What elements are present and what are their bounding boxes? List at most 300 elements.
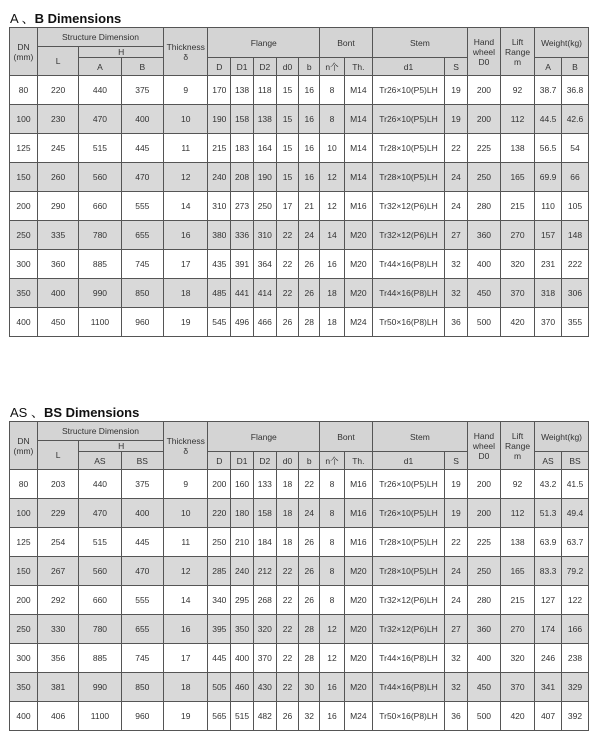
table-cell: M16 — [344, 470, 372, 499]
table-cell: 9 — [164, 76, 208, 105]
table-cell: 200 — [467, 105, 500, 134]
table-cell: Tr32×12(P6)LH — [372, 221, 444, 250]
table-cell: 200 — [467, 499, 500, 528]
table-cell: 22 — [276, 279, 299, 308]
table-cell: Tr32×12(P6)LH — [372, 586, 444, 615]
table-cell: 28 — [299, 615, 320, 644]
table-cell: M14 — [344, 163, 372, 192]
table-cell: 27 — [445, 221, 468, 250]
table-cell: 8 — [320, 499, 345, 528]
table-cell: 22 — [445, 528, 468, 557]
header-stem: Stem — [372, 422, 467, 452]
table-cell: 36 — [445, 702, 468, 731]
table-cell: 14 — [320, 221, 345, 250]
table-cell: 26 — [299, 557, 320, 586]
header-flange-b: b — [299, 452, 320, 470]
table-row — [10, 221, 589, 250]
table-cell: 375 — [121, 76, 163, 105]
section-title-as-bs — [10, 402, 139, 421]
table-cell: 12 — [320, 644, 345, 673]
table-cell: Tr44×16(P8)LH — [372, 279, 444, 308]
table-cell: 273 — [231, 192, 254, 221]
table-cell: 200 — [10, 586, 38, 615]
table-cell: 16 — [299, 163, 320, 192]
table-cell: 400 — [467, 250, 500, 279]
table-cell: 220 — [37, 76, 78, 105]
header-h: H — [79, 441, 164, 452]
table-cell: 12 — [320, 615, 345, 644]
table-cell: 26 — [299, 586, 320, 615]
table-cell: 138 — [253, 105, 276, 134]
table-cell: 392 — [561, 702, 588, 731]
table-cell: M16 — [344, 192, 372, 221]
header-bont: Bont — [320, 28, 373, 58]
table-cell: 441 — [231, 279, 254, 308]
table-cell: 15 — [276, 163, 299, 192]
table-cell: Tr26×10(P5)LH — [372, 470, 444, 499]
header-thickness: Thickness δ — [164, 422, 208, 470]
table-cell: 320 — [500, 644, 534, 673]
table-cell: 17 — [164, 250, 208, 279]
table-cell: 270 — [500, 615, 534, 644]
table-cell: 336 — [231, 221, 254, 250]
table-row — [10, 163, 589, 192]
table-cell: 231 — [535, 250, 562, 279]
table-cell: 26 — [276, 308, 299, 337]
table-cell: 165 — [500, 557, 534, 586]
table-cell: 100 — [10, 499, 38, 528]
table-cell: 250 — [467, 557, 500, 586]
table-cell: 138 — [500, 528, 534, 557]
table-cell: 69.9 — [535, 163, 562, 192]
table-cell: 300 — [10, 644, 38, 673]
header-weight: Weight(kg) — [535, 28, 589, 58]
table-cell: 300 — [10, 250, 38, 279]
header-h-as: AS — [79, 452, 121, 470]
table-cell: Tr44×16(P8)LH — [372, 644, 444, 673]
header-structure-dimension: Structure Dimension — [37, 422, 163, 441]
table-cell: 27 — [445, 615, 468, 644]
table-cell: 225 — [467, 528, 500, 557]
table-cell: 445 — [121, 528, 163, 557]
table-cell: 22 — [276, 673, 299, 702]
header-lift-range: Lift Range m — [500, 28, 534, 76]
table-cell: 381 — [37, 673, 78, 702]
table-cell: 215 — [500, 586, 534, 615]
table-cell: 30 — [299, 673, 320, 702]
table-cell: 222 — [561, 250, 588, 279]
table-cell: M20 — [344, 250, 372, 279]
table-cell: 355 — [561, 308, 588, 337]
header-flange-d: D — [208, 452, 231, 470]
table-cell: 310 — [208, 192, 231, 221]
table-cell: 19 — [445, 499, 468, 528]
table-cell: 990 — [79, 673, 121, 702]
table-cell: 350 — [231, 615, 254, 644]
dimension-table-as-bs — [9, 421, 589, 731]
table-cell: 225 — [467, 134, 500, 163]
table-row — [10, 528, 589, 557]
table-cell: Tr26×10(P5)LH — [372, 76, 444, 105]
header-weight-as: AS — [535, 452, 562, 470]
table-cell: 420 — [500, 308, 534, 337]
table-cell: Tr50×16(P8)LH — [372, 308, 444, 337]
header-bont: Bont — [320, 422, 373, 452]
table-cell: 17 — [164, 644, 208, 673]
table-cell: M20 — [344, 615, 372, 644]
table-cell: 250 — [208, 528, 231, 557]
table-cell: 22 — [276, 557, 299, 586]
table-cell: 435 — [208, 250, 231, 279]
table-cell: 32 — [445, 673, 468, 702]
table-cell: 560 — [79, 163, 121, 192]
table-cell: 28 — [299, 644, 320, 673]
table-cell: 28 — [299, 308, 320, 337]
table-row — [10, 702, 589, 731]
table-cell: M20 — [344, 644, 372, 673]
table-cell: 485 — [208, 279, 231, 308]
table-cell: 780 — [79, 615, 121, 644]
table-cell: 16 — [320, 702, 345, 731]
table-cell: 79.2 — [561, 557, 588, 586]
table-row — [10, 192, 589, 221]
table-cell: 500 — [467, 308, 500, 337]
table-cell: 370 — [500, 673, 534, 702]
table-cell: 190 — [208, 105, 231, 134]
table-cell: 960 — [121, 308, 163, 337]
table-cell: 12 — [320, 163, 345, 192]
header-bont-th: Th. — [344, 58, 372, 76]
table-cell: 340 — [208, 586, 231, 615]
header-l: L — [37, 441, 78, 470]
table-cell: 22 — [445, 134, 468, 163]
table-cell: 335 — [37, 221, 78, 250]
table-cell: 8 — [320, 528, 345, 557]
header-flange-b: b — [299, 58, 320, 76]
table-cell: 290 — [37, 192, 78, 221]
table-cell: 470 — [121, 163, 163, 192]
table-cell: 660 — [79, 586, 121, 615]
header-h-a: A — [79, 58, 121, 76]
table-cell: 150 — [10, 163, 38, 192]
table-cell: 15 — [276, 76, 299, 105]
table-cell: M20 — [344, 557, 372, 586]
header-flange: Flange — [208, 28, 320, 58]
table-cell: 92 — [500, 76, 534, 105]
section-title-main: B Dimensions — [34, 11, 122, 26]
table-cell: 32 — [445, 279, 468, 308]
table-cell: 200 — [467, 470, 500, 499]
table-cell: 16 — [320, 673, 345, 702]
header-flange-d1: D1 — [231, 452, 254, 470]
table-cell: 10 — [164, 499, 208, 528]
table-cell: 16 — [299, 105, 320, 134]
table-cell: 44.5 — [535, 105, 562, 134]
table-cell: 19 — [164, 308, 208, 337]
table-cell: 400 — [121, 499, 163, 528]
table-cell: 250 — [10, 615, 38, 644]
table-cell: 406 — [37, 702, 78, 731]
table-cell: 850 — [121, 279, 163, 308]
table-cell: 26 — [276, 702, 299, 731]
table-cell: 26 — [299, 528, 320, 557]
table-cell: 310 — [253, 221, 276, 250]
table-cell: 118 — [253, 76, 276, 105]
table-cell: 125 — [10, 134, 38, 163]
table-cell: 450 — [37, 308, 78, 337]
table-cell: 112 — [500, 499, 534, 528]
table-cell: 360 — [467, 221, 500, 250]
table-cell: 32 — [445, 644, 468, 673]
table-cell: 42.6 — [561, 105, 588, 134]
table-cell: 66 — [561, 163, 588, 192]
table-cell: 133 — [253, 470, 276, 499]
table-cell: 375 — [121, 470, 163, 499]
header-stem-s: S — [445, 58, 468, 76]
table-cell: 184 — [253, 528, 276, 557]
table-row — [10, 586, 589, 615]
table-cell: Tr26×10(P5)LH — [372, 499, 444, 528]
table-cell: M20 — [344, 221, 372, 250]
table-cell: 215 — [500, 192, 534, 221]
table-row — [10, 557, 589, 586]
table-cell: 24 — [445, 163, 468, 192]
table-row — [10, 250, 589, 279]
table-cell: 341 — [535, 673, 562, 702]
table-cell: 18 — [276, 528, 299, 557]
section-title-main: BS Dimensions — [43, 405, 140, 420]
table-cell: 1100 — [79, 308, 121, 337]
table-cell: 43.2 — [535, 470, 562, 499]
table-cell: 83.3 — [535, 557, 562, 586]
table-cell: 380 — [208, 221, 231, 250]
header-lift-range: Lift Range m — [500, 422, 534, 470]
table-body — [10, 470, 589, 731]
table-cell: 414 — [253, 279, 276, 308]
table-cell: 166 — [561, 615, 588, 644]
table-cell: 780 — [79, 221, 121, 250]
table-cell: 15 — [276, 105, 299, 134]
table-cell: 24 — [445, 586, 468, 615]
table-cell: 400 — [10, 308, 38, 337]
table-cell: 14 — [164, 586, 208, 615]
table-cell: 246 — [535, 644, 562, 673]
table-row — [10, 499, 589, 528]
header-weight-b: B — [561, 58, 588, 76]
table-cell: 14 — [164, 192, 208, 221]
section-title-prefix: A 、 — [10, 11, 35, 26]
table-cell: 500 — [467, 702, 500, 731]
table-cell: M16 — [344, 499, 372, 528]
table-cell: 110 — [535, 192, 562, 221]
table-cell: 92 — [500, 470, 534, 499]
table-cell: 560 — [79, 557, 121, 586]
table-cell: 430 — [253, 673, 276, 702]
table-cell: M20 — [344, 673, 372, 702]
table-cell: 960 — [121, 702, 163, 731]
table-cell: 215 — [208, 134, 231, 163]
table-cell: 440 — [79, 470, 121, 499]
header-bont-n: n个 — [320, 452, 345, 470]
header-thickness: Thickness δ — [164, 28, 208, 76]
table-cell: 24 — [299, 499, 320, 528]
table-cell: 515 — [231, 702, 254, 731]
table-cell: 18 — [164, 673, 208, 702]
table-cell: 268 — [253, 586, 276, 615]
table-cell: 17 — [276, 192, 299, 221]
table-cell: 8 — [320, 586, 345, 615]
table-cell: 445 — [121, 134, 163, 163]
table-cell: M20 — [344, 586, 372, 615]
table-cell: 745 — [121, 250, 163, 279]
table-cell: 515 — [79, 134, 121, 163]
header-dn: DN (mm) — [10, 422, 38, 470]
table-cell: 157 — [535, 221, 562, 250]
table-cell: 400 — [37, 279, 78, 308]
table-header — [10, 422, 589, 470]
table-cell: 466 — [253, 308, 276, 337]
table-cell: 19 — [164, 702, 208, 731]
table-cell: 138 — [500, 134, 534, 163]
table-cell: 555 — [121, 586, 163, 615]
header-stem-s: S — [445, 452, 468, 470]
table-cell: Tr32×12(P6)LH — [372, 192, 444, 221]
table-cell: 138 — [231, 76, 254, 105]
table-cell: 26 — [299, 279, 320, 308]
table-cell: 400 — [121, 105, 163, 134]
table-cell: 990 — [79, 279, 121, 308]
table-cell: 19 — [445, 470, 468, 499]
table-cell: 18 — [276, 499, 299, 528]
table-cell: 285 — [208, 557, 231, 586]
header-bont-n: n个 — [320, 58, 345, 76]
dimension-table-a-b — [9, 27, 589, 337]
table-cell: 306 — [561, 279, 588, 308]
table-cell: 22 — [276, 615, 299, 644]
table-cell: 450 — [467, 673, 500, 702]
table-cell: 230 — [37, 105, 78, 134]
table-cell: 158 — [253, 499, 276, 528]
table-cell: 16 — [299, 134, 320, 163]
table-cell: 170 — [208, 76, 231, 105]
table-cell: 200 — [208, 470, 231, 499]
table-cell: 8 — [320, 470, 345, 499]
table-cell: 208 — [231, 163, 254, 192]
header-flange-d0: d0 — [276, 58, 299, 76]
table-cell: 18 — [320, 308, 345, 337]
table-cell: 655 — [121, 615, 163, 644]
table-cell: M24 — [344, 702, 372, 731]
table-cell: M14 — [344, 134, 372, 163]
table-cell: 22 — [276, 221, 299, 250]
table-cell: 370 — [253, 644, 276, 673]
table-cell: 26 — [299, 250, 320, 279]
table-cell: 245 — [37, 134, 78, 163]
table-cell: 295 — [231, 586, 254, 615]
table-cell: M20 — [344, 279, 372, 308]
table-row — [10, 470, 589, 499]
table-cell: 280 — [467, 192, 500, 221]
header-flange-d2: D2 — [253, 58, 276, 76]
table-cell: 250 — [467, 163, 500, 192]
header-stem: Stem — [372, 28, 467, 58]
table-cell: 250 — [253, 192, 276, 221]
table-cell: 19 — [445, 105, 468, 134]
table-cell: 148 — [561, 221, 588, 250]
table-cell: M24 — [344, 308, 372, 337]
table-cell: 11 — [164, 528, 208, 557]
table-cell: 360 — [37, 250, 78, 279]
table-cell: 470 — [79, 105, 121, 134]
table-cell: 254 — [37, 528, 78, 557]
table-cell: 10 — [164, 105, 208, 134]
table-cell: M14 — [344, 105, 372, 134]
table-cell: 212 — [253, 557, 276, 586]
table-cell: 8 — [320, 76, 345, 105]
table-cell: Tr28×10(P5)LH — [372, 557, 444, 586]
table-cell: 240 — [231, 557, 254, 586]
table-cell: 555 — [121, 192, 163, 221]
table-cell: 505 — [208, 673, 231, 702]
table-cell: 51.3 — [535, 499, 562, 528]
header-h: H — [79, 47, 164, 58]
table-cell: 24 — [445, 192, 468, 221]
table-cell: 240 — [208, 163, 231, 192]
table-cell: 250 — [10, 221, 38, 250]
table-cell: 565 — [208, 702, 231, 731]
header-weight-bs: BS — [561, 452, 588, 470]
table-cell: 22 — [299, 470, 320, 499]
table-cell: 21 — [299, 192, 320, 221]
table-cell: 22 — [276, 586, 299, 615]
table-cell: 63.7 — [561, 528, 588, 557]
table-cell: 183 — [231, 134, 254, 163]
table-cell: 267 — [37, 557, 78, 586]
table-cell: 496 — [231, 308, 254, 337]
table-cell: 32 — [299, 702, 320, 731]
table-row — [10, 673, 589, 702]
table-cell: 112 — [500, 105, 534, 134]
table-cell: Tr28×10(P5)LH — [372, 163, 444, 192]
table-cell: 364 — [253, 250, 276, 279]
table-cell: M16 — [344, 528, 372, 557]
table-cell: 210 — [231, 528, 254, 557]
header-weight-a: A — [535, 58, 562, 76]
table-cell: 22 — [276, 644, 299, 673]
table-cell: 470 — [79, 499, 121, 528]
table-cell: Tr44×16(P8)LH — [372, 673, 444, 702]
table-cell: 18 — [320, 279, 345, 308]
table-cell: 12 — [164, 557, 208, 586]
table-cell: 15 — [276, 134, 299, 163]
table-cell: 54 — [561, 134, 588, 163]
table-cell: 400 — [231, 644, 254, 673]
table-cell: Tr50×16(P8)LH — [372, 702, 444, 731]
section-title-a-b — [10, 8, 121, 27]
table-cell: 122 — [561, 586, 588, 615]
table-cell: 660 — [79, 192, 121, 221]
table-cell: 32 — [445, 250, 468, 279]
table-cell: 9 — [164, 470, 208, 499]
header-weight: Weight(kg) — [535, 422, 589, 452]
table-cell: 105 — [561, 192, 588, 221]
table-row — [10, 644, 589, 673]
header-dn: DN (mm) — [10, 28, 38, 76]
table-cell: 180 — [231, 499, 254, 528]
table-cell: 270 — [500, 221, 534, 250]
table-cell: 450 — [467, 279, 500, 308]
table-cell: 370 — [535, 308, 562, 337]
